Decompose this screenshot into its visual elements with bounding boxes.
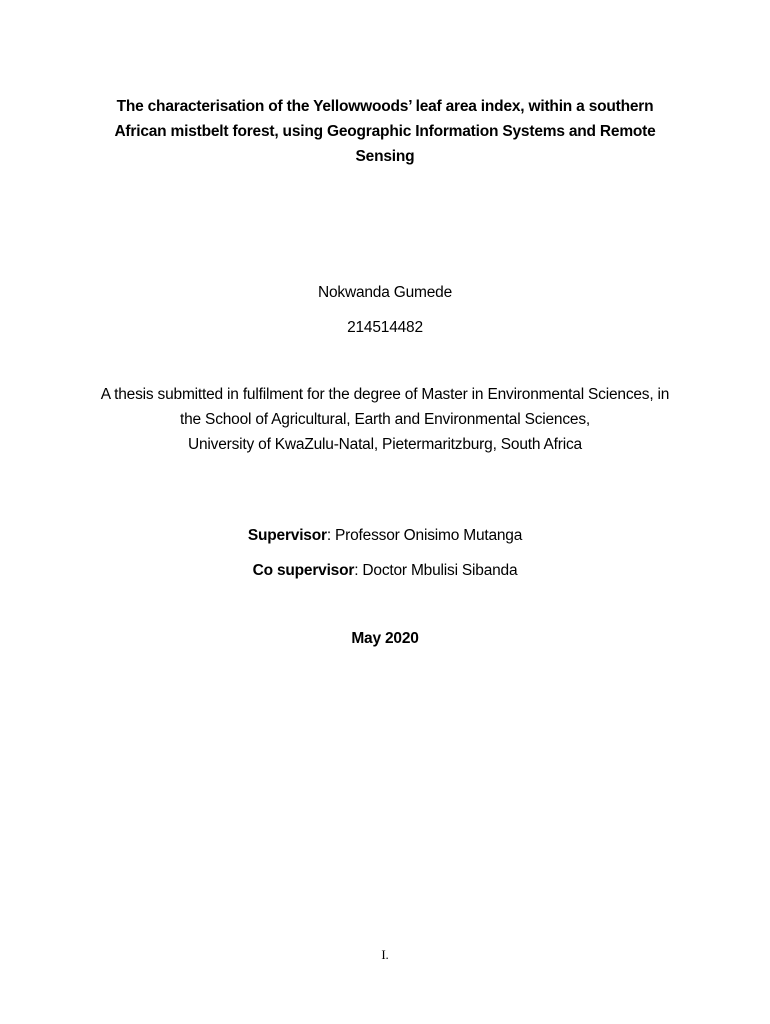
submission-date: May 2020 bbox=[351, 630, 419, 647]
supervisor-line bbox=[0, 523, 770, 548]
submission-statement-line-1: A thesis submitted in fulfilment for the degree of Master in Environmental Sciences, in bbox=[100, 386, 670, 403]
submission-statement bbox=[0, 382, 770, 457]
thesis-title-line-1: The characterisation of the Yellowwoods’ leaf area index, within a southern bbox=[116, 98, 654, 115]
supervisor-name: : Professor Onisimo Mutanga bbox=[326, 527, 523, 544]
thesis-title-line-3: Sensing bbox=[355, 148, 415, 165]
co-supervisor-label: Co supervisor bbox=[252, 562, 355, 579]
co-supervisor-name: : Doctor Mbulisi Sibanda bbox=[354, 562, 518, 579]
co-supervisor-line bbox=[0, 558, 770, 583]
student-number: 214514482 bbox=[347, 319, 423, 336]
supervisor-label: Supervisor bbox=[247, 527, 327, 544]
thesis-title-line-2: African mistbelt forest, using Geographic Information Systems and Remote bbox=[114, 123, 656, 140]
thesis-title bbox=[0, 94, 770, 169]
submission-statement-line-3: University of KwaZulu-Natal, Pietermaritzburg, South Africa bbox=[188, 436, 582, 453]
page-number: I. bbox=[381, 947, 389, 962]
author-name: Nokwanda Gumede bbox=[318, 284, 452, 301]
submission-statement-line-2: the School of Agricultural, Earth and Environmental Sciences, bbox=[180, 411, 590, 428]
